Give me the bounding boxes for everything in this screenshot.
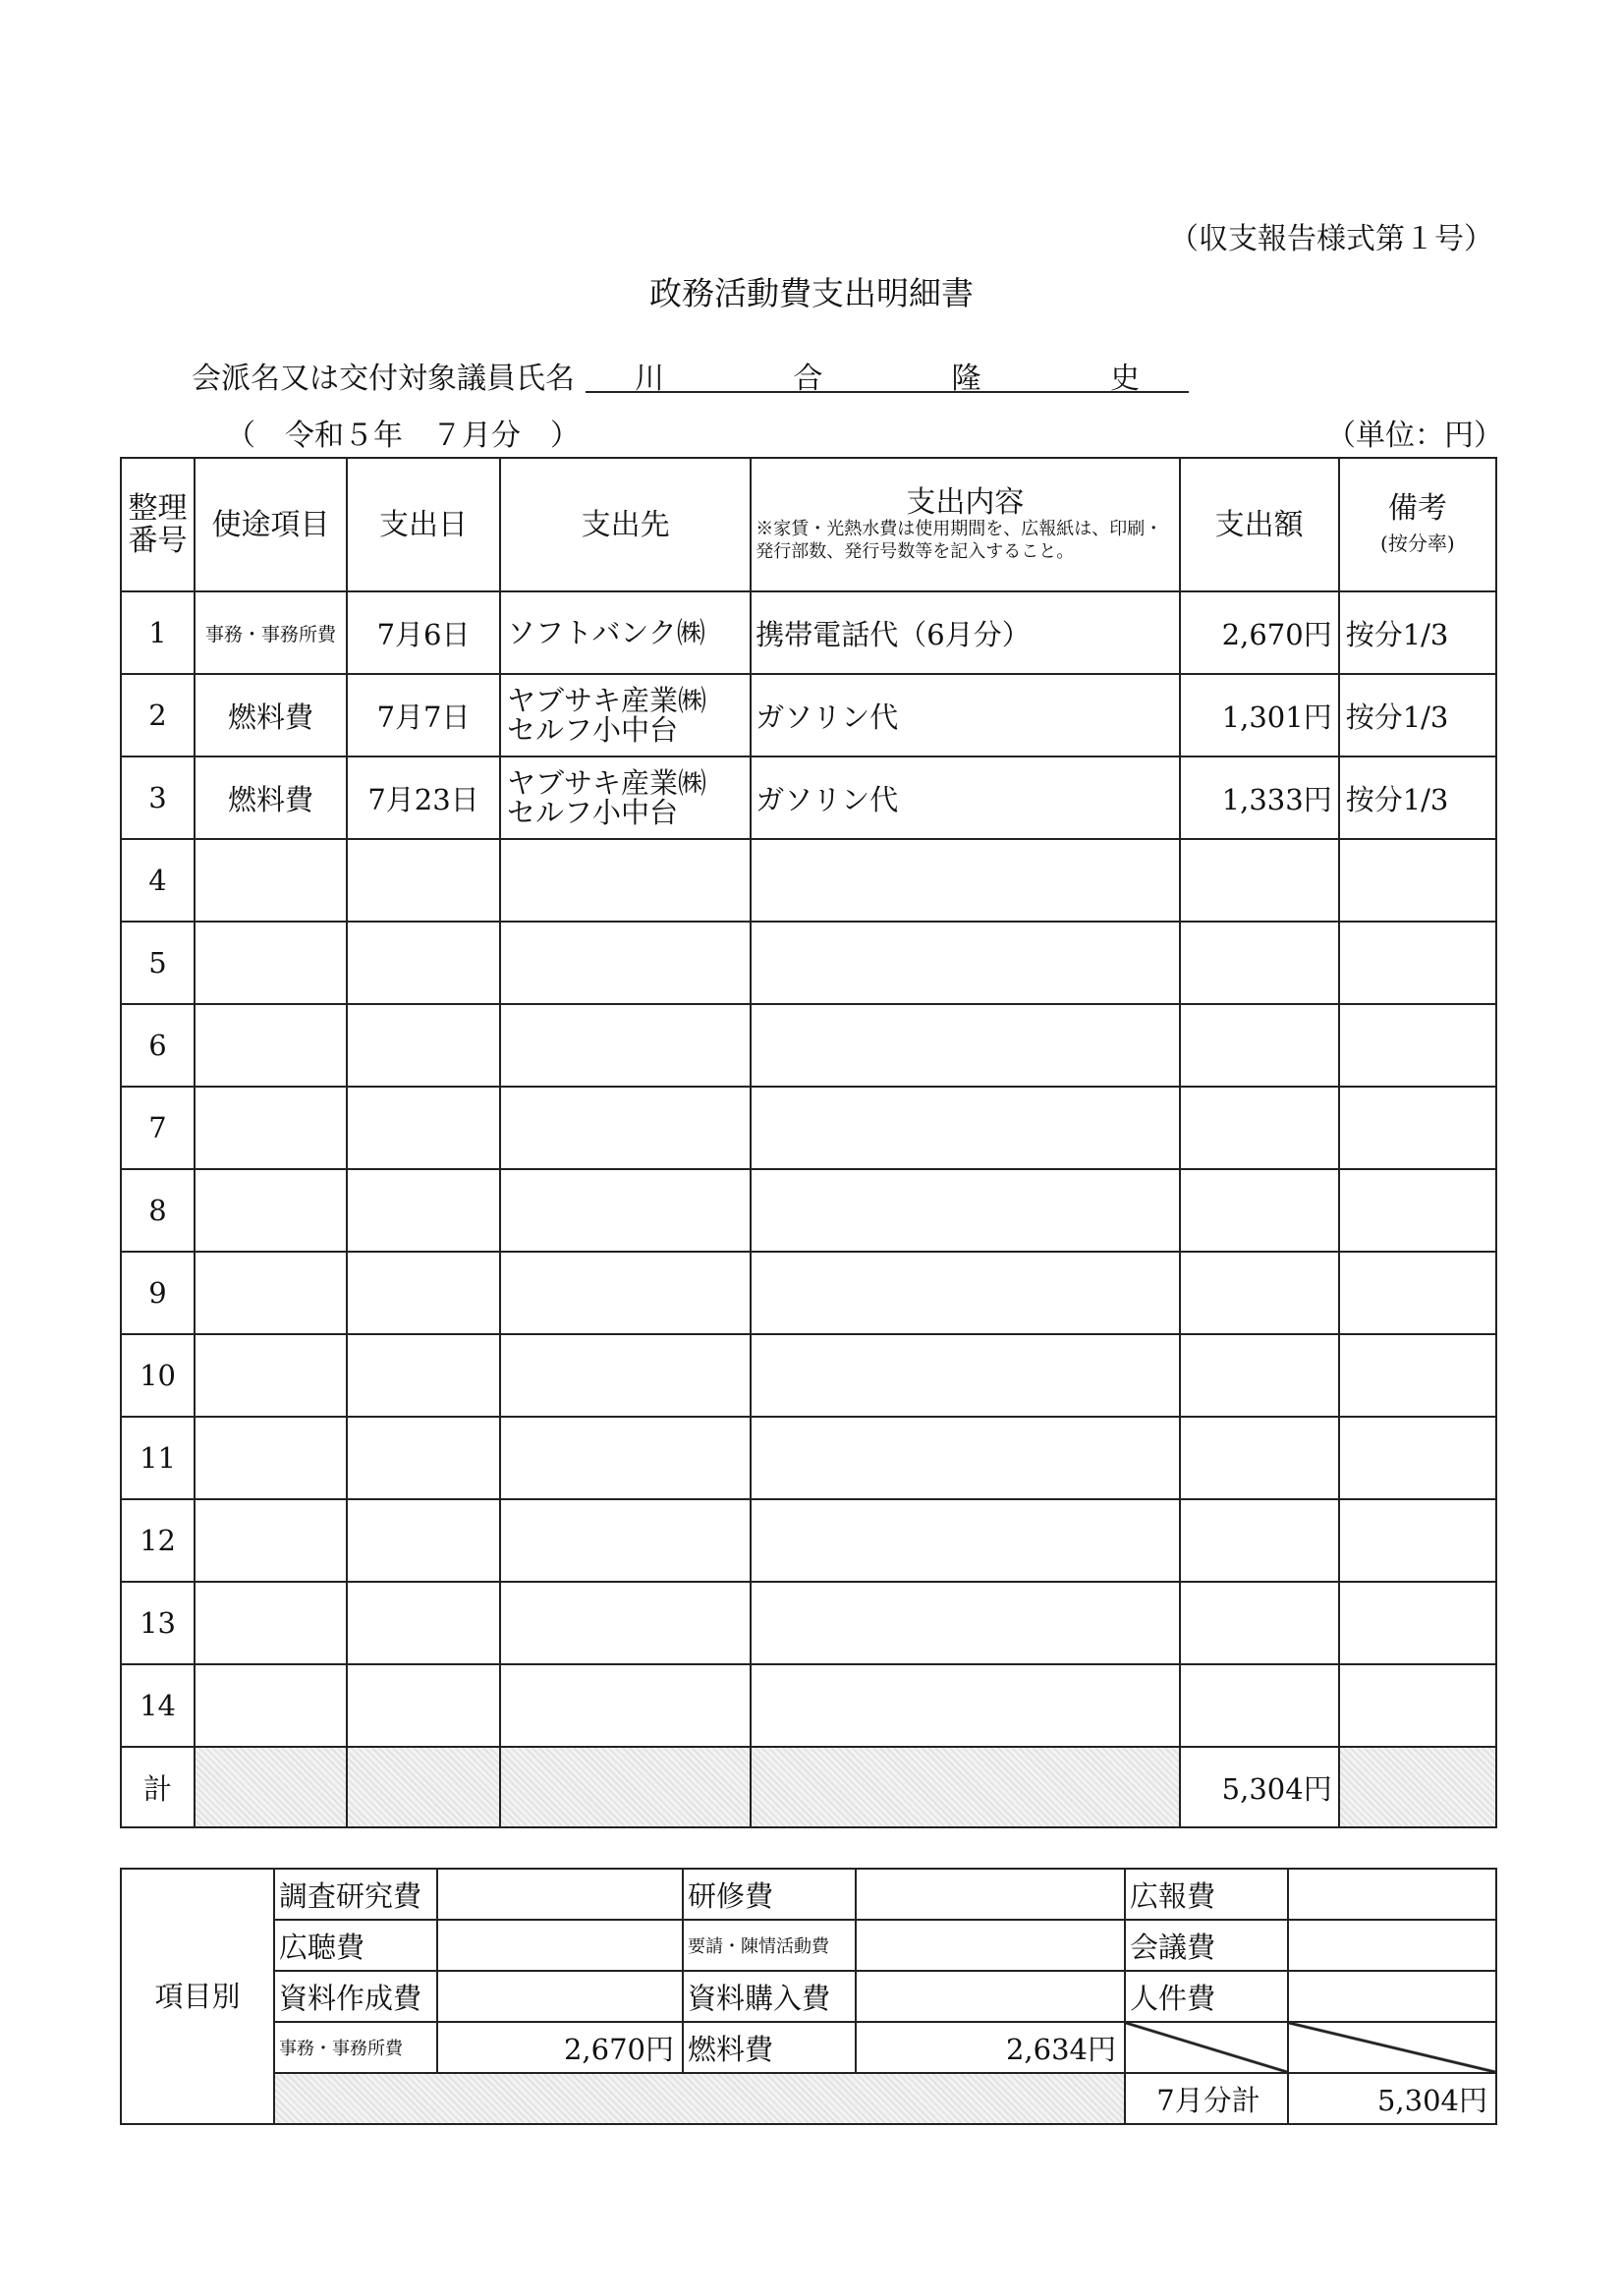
row-payee [500, 1087, 751, 1169]
row-amount: 2,670円 [1180, 591, 1339, 674]
table-row [121, 1499, 1496, 1582]
row-num: 6 [121, 1004, 195, 1087]
row-content: ガソリン代 [751, 674, 1179, 756]
table-row [121, 1417, 1496, 1499]
payee-line-1: ヤブサキ産業㈱ [506, 683, 706, 717]
row-remarks [1339, 1169, 1496, 1252]
table-row [121, 922, 1496, 1004]
row-content [751, 839, 1179, 922]
row-content [751, 1582, 1179, 1664]
summary-value [437, 1920, 683, 1971]
name-label: 会派名又は交付対象議員氏名 [192, 362, 575, 396]
row-use [195, 1499, 347, 1582]
header-use: 使途項目 [195, 458, 347, 591]
row-amount [1180, 1417, 1339, 1499]
table-row [121, 756, 1496, 839]
name-char: 川 [635, 362, 664, 396]
summary-value [856, 1869, 1125, 1920]
row-remarks: 按分1/3 [1339, 674, 1496, 756]
table-header-row [121, 458, 1496, 591]
row-remarks [1339, 1252, 1496, 1334]
summary-key: 資料購入費 [683, 1971, 856, 2022]
summary-key: 資料作成費 [274, 1971, 437, 2022]
row-content [751, 1004, 1179, 1087]
row-num: 10 [121, 1334, 195, 1417]
row-use [195, 1417, 347, 1499]
total-label: 計 [121, 1747, 195, 1827]
row-remarks [1339, 1004, 1496, 1087]
row-num: 3 [121, 756, 195, 839]
row-use [195, 1334, 347, 1417]
header-payee: 支出先 [500, 458, 751, 591]
row-payee [500, 591, 751, 674]
table-row [121, 839, 1496, 922]
row-use [195, 1664, 347, 1747]
name-char: 史 [1109, 362, 1140, 396]
row-num: 5 [121, 922, 195, 1004]
expense-table [120, 457, 1497, 1828]
row-date [347, 1417, 500, 1499]
row-payee [500, 674, 751, 756]
row-content [751, 1664, 1179, 1747]
month-total-label: 7月分計 [1125, 2073, 1288, 2124]
total-shaded-cell [751, 1747, 1179, 1827]
row-num: 4 [121, 839, 195, 922]
row-amount [1180, 1582, 1339, 1664]
row-amount [1180, 1334, 1339, 1417]
payee-line-1: ソフトバンク㈱ [506, 615, 705, 649]
row-use [195, 922, 347, 1004]
row-date [347, 1582, 500, 1664]
summary-key: 広聴費 [274, 1920, 437, 1971]
row-content [751, 1087, 1179, 1169]
name-underline [586, 391, 1189, 393]
row-date [347, 1004, 500, 1087]
summary-shaded-cell [274, 2073, 1125, 2124]
row-amount [1180, 1499, 1339, 1582]
table-row [121, 1664, 1496, 1747]
row-payee [500, 1582, 751, 1664]
row-num: 1 [121, 591, 195, 674]
row-payee [500, 756, 751, 839]
row-use: 燃料費 [195, 674, 347, 756]
header-content-note: ※家賃・光熱水費は使用期間を、広報紙は、印刷・発行部数、発行号数等を記入すること。 [756, 519, 1163, 562]
row-amount: 1,333円 [1180, 756, 1339, 839]
row-use [195, 1004, 347, 1087]
table-row [121, 591, 1496, 674]
row-num: 8 [121, 1169, 195, 1252]
summary-value-nenryo: 2,634円 [856, 2022, 1125, 2073]
row-content [751, 1499, 1179, 1582]
header-content [751, 458, 1179, 591]
row-payee [500, 1169, 751, 1252]
row-num: 12 [121, 1499, 195, 1582]
summary-value [856, 1971, 1125, 2022]
row-date: 7月23日 [347, 756, 500, 839]
row-remarks [1339, 1334, 1496, 1417]
row-amount: 1,301円 [1180, 674, 1339, 756]
diagonal-strike-cell [1288, 2022, 1496, 2073]
summary-value [437, 1971, 683, 2022]
row-remarks [1339, 1664, 1496, 1747]
row-content: 携帯電話代（6月分） [751, 591, 1179, 674]
row-date [347, 1499, 500, 1582]
header-content-label: 支出内容 [906, 485, 1025, 520]
total-shaded-cell [1339, 1747, 1496, 1827]
row-date [347, 1169, 500, 1252]
document-title: 政務活動費支出明細書 [649, 274, 974, 312]
row-payee [500, 1499, 751, 1582]
summary-row [121, 2073, 1496, 2124]
row-use [195, 1252, 347, 1334]
row-use: 事務・事務所費 [195, 591, 347, 674]
name-char: 隆 [951, 362, 981, 396]
table-row [121, 1334, 1496, 1417]
row-date: 7月7日 [347, 674, 500, 756]
row-amount [1180, 1169, 1339, 1252]
payee-line-1: ヤブサキ産業㈱ [506, 765, 706, 800]
row-num: 11 [121, 1417, 195, 1499]
row-date [347, 1334, 500, 1417]
summary-value [1288, 1869, 1496, 1920]
table-row [121, 1004, 1496, 1087]
category-summary-table [120, 1868, 1497, 2125]
header-date: 支出日 [347, 458, 500, 591]
summary-row [121, 1971, 1496, 2022]
row-use [195, 1169, 347, 1252]
row-content [751, 1169, 1179, 1252]
summary-value [1288, 1971, 1496, 2022]
summary-row [121, 1869, 1496, 1920]
row-num: 14 [121, 1664, 195, 1747]
row-payee [500, 1664, 751, 1747]
summary-value [856, 1920, 1125, 1971]
row-use [195, 1582, 347, 1664]
table-row [121, 1582, 1496, 1664]
summary-key: 燃料費 [683, 2022, 856, 2073]
report-period: （ 令和５年 ７月分 ） [226, 419, 580, 453]
row-payee [500, 1417, 751, 1499]
row-amount [1180, 1004, 1339, 1087]
row-use [195, 839, 347, 922]
table-row [121, 1169, 1496, 1252]
row-use: 燃料費 [195, 756, 347, 839]
summary-row [121, 2022, 1496, 2073]
row-num: 2 [121, 674, 195, 756]
row-payee [500, 922, 751, 1004]
row-payee [500, 1252, 751, 1334]
row-date [347, 839, 500, 922]
header-remarks [1339, 458, 1496, 591]
row-date [347, 1252, 500, 1334]
row-content [751, 1252, 1179, 1334]
row-date [347, 922, 500, 1004]
summary-key: 研修費 [683, 1869, 856, 1920]
header-remarks-label: 備考 [1387, 491, 1447, 526]
payee-line-2: セルフ小中台 [506, 796, 678, 829]
header-amount: 支出額 [1180, 458, 1339, 591]
summary-key: 人件費 [1125, 1971, 1288, 2022]
header-num: 整理番号 [121, 458, 195, 591]
row-amount [1180, 1087, 1339, 1169]
total-amount: 5,304円 [1180, 1747, 1339, 1827]
form-id: （収支報告様式第１号） [1169, 222, 1493, 256]
row-payee [500, 839, 751, 922]
summary-value-jimu: 2,670円 [437, 2022, 683, 2073]
row-num: 7 [121, 1087, 195, 1169]
summary-key: 広報費 [1125, 1869, 1288, 1920]
row-use [195, 1087, 347, 1169]
summary-label: 項目別 [121, 1869, 274, 2124]
row-date [347, 1664, 500, 1747]
table-row [121, 1087, 1496, 1169]
summary-value [437, 1869, 683, 1920]
total-shaded-cell [195, 1747, 347, 1827]
table-row [121, 674, 1496, 756]
row-payee [500, 1334, 751, 1417]
row-content [751, 922, 1179, 1004]
summary-key: 調査研究費 [274, 1869, 437, 1920]
summary-key: 会議費 [1125, 1920, 1288, 1971]
row-remarks [1339, 1582, 1496, 1664]
total-shaded-cell [347, 1747, 500, 1827]
row-remarks [1339, 1087, 1496, 1169]
table-row [121, 1252, 1496, 1334]
table-body [121, 591, 1496, 1747]
name-char: 合 [793, 362, 823, 396]
month-total-amount: 5,304円 [1288, 2073, 1496, 2124]
row-amount [1180, 839, 1339, 922]
row-content [751, 1417, 1179, 1499]
summary-row [121, 1920, 1496, 1971]
row-date [347, 1087, 500, 1169]
row-content: ガソリン代 [751, 756, 1179, 839]
diagonal-strike-cell [1125, 2022, 1288, 2073]
row-remarks [1339, 839, 1496, 922]
unit-label: （単位：円） [1326, 419, 1503, 453]
row-remarks [1339, 1417, 1496, 1499]
payee-line-2: セルフ小中台 [506, 713, 678, 747]
row-num: 13 [121, 1582, 195, 1664]
row-amount [1180, 1664, 1339, 1747]
summary-key: 要請・陳情活動費 [683, 1920, 856, 1971]
total-row [121, 1747, 1496, 1827]
row-remarks: 按分1/3 [1339, 756, 1496, 839]
row-amount [1180, 1252, 1339, 1334]
summary-value [1288, 1920, 1496, 1971]
row-remarks [1339, 922, 1496, 1004]
row-remarks: 按分1/3 [1339, 591, 1496, 674]
row-remarks [1339, 1499, 1496, 1582]
summary-key: 事務・事務所費 [274, 2022, 437, 2073]
row-content [751, 1334, 1179, 1417]
total-shaded-cell [500, 1747, 751, 1827]
header-remarks-sub: (按分率) [1380, 532, 1455, 555]
row-payee [500, 1004, 751, 1087]
row-date: 7月6日 [347, 591, 500, 674]
row-num: 9 [121, 1252, 195, 1334]
row-amount [1180, 922, 1339, 1004]
